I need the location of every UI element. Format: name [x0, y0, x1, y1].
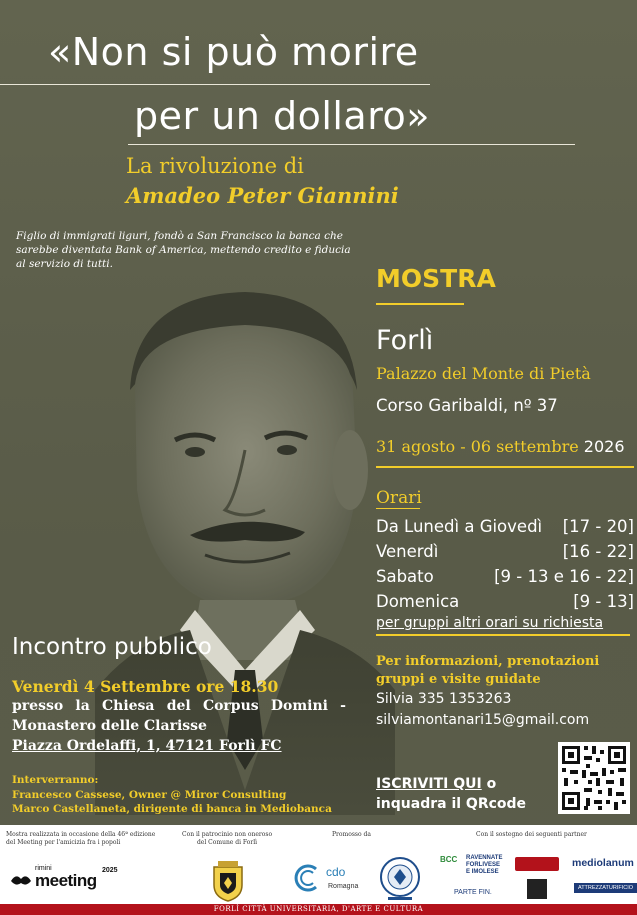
- subtitle-line-2: Amadeo Peter Giannini: [126, 183, 399, 208]
- speaker-1: Francesco Cassese, Owner @ Miror Consulting: [12, 789, 287, 801]
- hours-time: [17 - 20]: [562, 517, 634, 536]
- hours-label: Orari: [376, 488, 422, 508]
- partner-logo-red: [515, 857, 559, 871]
- exhibition-underline: [376, 303, 464, 305]
- hours-day: Venerdì: [376, 542, 439, 561]
- exhibition-dates: 31 agosto - 06 settembre: [376, 437, 579, 456]
- hours-row: [376, 517, 634, 536]
- cdo-logo: [294, 861, 364, 897]
- footer-col1-line1: Mostra realizzata in occasione della 46ª edizione: [6, 831, 156, 838]
- exhibition-label: MOSTRA: [376, 264, 496, 293]
- title-rule-1: [0, 84, 430, 85]
- register-line-2: inquadra il QRcode: [376, 796, 527, 812]
- hours-day: Sabato: [376, 567, 434, 586]
- cdo-circle-icon: [294, 863, 322, 893]
- meeting-small: rimini: [35, 865, 52, 872]
- event-place-1: presso la Chiesa del Corpus Domini -: [12, 698, 346, 714]
- dates-divider: [376, 466, 634, 468]
- event-address[interactable]: Piazza Ordelaffi, 1, 47121 Forlì FC: [12, 738, 282, 754]
- exhibition-year: 2026: [583, 437, 625, 456]
- hours-divider: [376, 634, 630, 636]
- info-label-2: gruppi e visite guidate: [376, 672, 541, 687]
- event-date: Venerdì 4 Settembre ore 18.30: [12, 677, 279, 696]
- footer-col1-line2: del Meeting per l'amicizia fra i popoli: [6, 839, 121, 846]
- exhibition-venue: Palazzo del Monte di Pietà: [376, 364, 591, 383]
- forli-crest-icon: [210, 859, 246, 903]
- footer-col1: [6, 831, 155, 847]
- event-label: Incontro pubblico: [12, 634, 212, 660]
- hours-row: [376, 567, 634, 586]
- register-link[interactable]: ISCRIVITI QUI: [376, 776, 482, 792]
- bcc-text: [466, 855, 502, 876]
- hours-day: Domenica: [376, 592, 460, 611]
- footer-col2-line1: Con il patrocinio non oneroso: [182, 831, 273, 838]
- hours-time: [9 - 13 e 16 - 22]: [494, 567, 634, 586]
- footer-col2-line2: del Comune di Forlì: [196, 839, 258, 846]
- footer-col2: [182, 831, 272, 847]
- exhibition-dates-row: [376, 437, 625, 456]
- bcc-line-2: FORLIVESE: [466, 862, 501, 868]
- info-label-1: Per informazioni, prenotazioni: [376, 654, 600, 669]
- title-line-2: per un dollaro»: [134, 94, 431, 138]
- title-rule-2: [128, 144, 575, 145]
- hours-row: [376, 592, 634, 611]
- footer-col4: Con il sostegno dei seguenti partner: [476, 831, 587, 838]
- confraternita-seal-icon: [378, 855, 422, 903]
- event-place-2: Monastero delle Clarisse: [12, 718, 207, 734]
- meeting-year: 2025: [102, 867, 118, 874]
- bcc-line-1: RAVENNATE: [466, 855, 503, 861]
- footer-col3: Promosso da: [332, 831, 371, 838]
- footer-bar: FORLÌ CITTÀ UNIVERSITARIA, D'ARTE E CULTURA: [0, 904, 637, 915]
- intro-text: Figlio di immigrati liguri, fondò a San Francisco la banca che sarebbe diventata Bank of America, mettendo credito e fiducia al servizio di tutti.: [16, 230, 351, 270]
- hours-underline: [376, 508, 420, 509]
- subtitle-line-1: La rivoluzione di: [126, 154, 304, 178]
- title-line-1: «Non si può morire: [48, 30, 419, 74]
- bcc-line-3: E IMOLESE: [466, 869, 499, 875]
- hours-row: [376, 542, 634, 561]
- hours-time: [16 - 22]: [562, 542, 634, 561]
- bcc-name: BCC: [440, 855, 458, 864]
- hours-day: Da Lunedì a Giovedì: [376, 517, 543, 536]
- info-phone[interactable]: Silvia 335 1353263: [376, 691, 512, 707]
- qr-code[interactable]: [558, 742, 630, 814]
- attrezzature: ATTREZZATURIFICIO: [574, 883, 637, 893]
- exhibition-address: Corso Garibaldi, nº 37: [376, 396, 558, 415]
- meeting-logo: [10, 865, 120, 895]
- exhibition-city: Forlì: [376, 325, 434, 356]
- meeting-bird-icon: [10, 871, 32, 889]
- groups-note: per gruppi altri orari su richiesta: [376, 615, 604, 631]
- register-after: o: [481, 776, 497, 792]
- meeting-name: meeting: [35, 871, 97, 890]
- partefin: PARTE FIN.: [454, 889, 492, 896]
- hours-time: [9 - 13]: [573, 592, 634, 611]
- mediolanum: mediolanum: [572, 857, 634, 869]
- footer: [0, 825, 637, 915]
- info-email[interactable]: silviamontanari15@gmail.com: [376, 712, 590, 728]
- partner-logo-dark: [527, 879, 547, 899]
- speakers-label: Interverranno:: [12, 774, 99, 786]
- cdo-sub: Romagna: [328, 883, 359, 890]
- register-line-1: [376, 776, 496, 792]
- speaker-2: Marco Castellaneta, dirigente di banca in Mediobanca: [12, 803, 332, 815]
- cdo-name: cdo: [326, 865, 346, 879]
